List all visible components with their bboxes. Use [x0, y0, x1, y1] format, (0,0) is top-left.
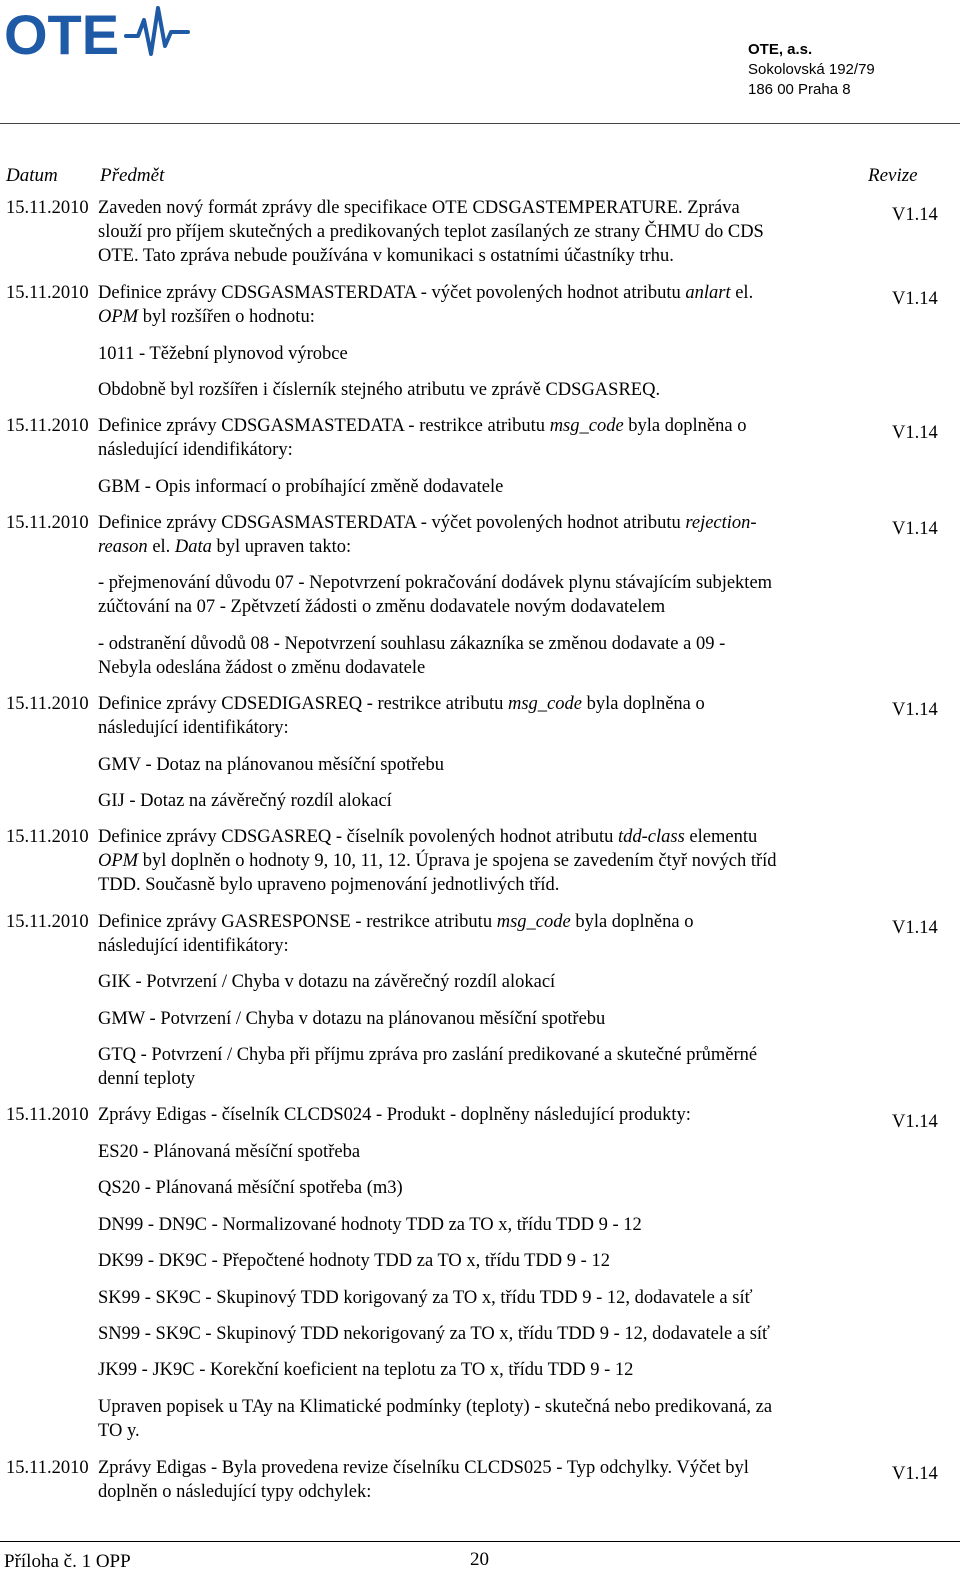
entry-detail: GTQ - Potvrzení / Chyba při příjmu zpráva pro zaslání predikované a skutečné průměrné — [98, 1045, 758, 1065]
entry-text: následující identifikátory: — [98, 936, 289, 956]
entry-text: Definice zprávy CDSGASMASTERDATA - výčet povolených hodnot atributu anlart el. — [98, 283, 754, 303]
entry-detail: GBM - Opis informací o probíhající změně dodavatele — [98, 477, 504, 497]
entry-detail: TO y. — [98, 1421, 140, 1441]
entry-text: Definice zprávy CDSGASMASTERDATA - výčet povolených hodnot atributu rejection- — [98, 513, 757, 533]
entry-revision: V1.14 — [892, 1112, 938, 1132]
entry-date: 15.11.2010 — [6, 1458, 89, 1478]
entry-detail: 1011 - Těžební plynovod výrobce — [98, 344, 348, 364]
entry-revision: V1.14 — [892, 1464, 938, 1484]
entry-detail: Obdobně byl rozšířen i číslerník stejného atributu ve zprávě CDSGASREQ. — [98, 380, 661, 400]
product-item: JK99 - JK9C - Korekční koeficient na teplotu za TO x, třídu TDD 9 - 12 — [98, 1360, 634, 1380]
footer-attachment-label: Příloha č. 1 OPP — [4, 1551, 131, 1572]
product-item: SK99 - SK9C - Skupinový TDD korigovaný za TO x, třídu TDD 9 - 12, dodavatele a síť — [98, 1288, 753, 1308]
entry-text: reason el. Data byl upraven takto: — [98, 537, 352, 557]
entry-text: Zprávy Edigas - číselník CLCDS024 - Produkt - doplněny následující produkty: — [98, 1105, 691, 1125]
entry-detail: GMW - Potvrzení / Chyba v dotazu na plánovanou měsíční spotřebu — [98, 1009, 606, 1029]
entry-text: slouží pro příjem skutečných a predikovaných teplot zasílaných ze strany ČHMU do CDS — [98, 222, 764, 242]
entry-date: 15.11.2010 — [6, 513, 89, 533]
page-number: 20 — [470, 1549, 489, 1570]
entry-text: OPM byl rozšířen o hodnotu: — [98, 307, 315, 327]
entry-text: následující idendifikátory: — [98, 440, 293, 460]
entry-date: 15.11.2010 — [6, 827, 89, 847]
product-item: QS20 - Plánovaná měsíční spotřeba (m3) — [98, 1178, 403, 1198]
entry-detail: Upraven popisek u TAy na Klimatické podmínky (teploty) - skutečná nebo predikovaná, za — [98, 1397, 773, 1417]
product-item: DN99 - DN9C - Normalizované hodnoty TDD za TO x, třídu TDD 9 - 12 — [98, 1215, 642, 1235]
entry-text: Definice zprávy GASRESPONSE - restrikce atributu msg_code byla doplněna o — [98, 912, 694, 932]
company-name: OTE, a.s. — [748, 41, 813, 58]
entry-detail: GMV - Dotaz na plánovanou měsíční spotřebu — [98, 755, 444, 775]
product-item: SN99 - SK9C - Skupinový TDD nekorigovaný za TO x, třídu TDD 9 - 12, dodavatele a síť — [98, 1324, 770, 1344]
entry-revision: V1.14 — [892, 918, 938, 938]
entry-date: 15.11.2010 — [6, 912, 89, 932]
entry-text: Definice zprávy CDSGASMASTEDATA - restrikce atributu msg_code byla doplněna o — [98, 416, 747, 436]
entry-detail: GIK - Potvrzení / Chyba v dotazu na závěrečný rozdíl alokací — [98, 972, 556, 992]
column-header-date: Datum — [6, 165, 58, 186]
entry-text: OPM byl doplněn o hodnoty 9, 10, 11, 12. Úprava je spojena se zavedením čtyř nových tříd — [98, 851, 777, 871]
entry-revision: V1.14 — [892, 289, 938, 309]
entry-revision: V1.14 — [892, 519, 938, 539]
entry-text: následující identifikátory: — [98, 718, 289, 738]
entry-date: 15.11.2010 — [6, 283, 89, 303]
column-header-subject: Předmět — [100, 165, 165, 186]
entry-detail: - odstranění důvodů 08 - Nepotvrzení souhlasu zákazníka se změnou dodavate a 09 - — [98, 634, 726, 654]
company-address — [748, 40, 875, 100]
entry-detail: zúčtování na 07 - Zpětvzetí žádosti o změnu dodavatele novým dodavatelem — [98, 597, 666, 617]
entry-text: Definice zprávy CDSEDIGASREQ - restrikce atributu msg_code byla doplněna o — [98, 694, 705, 714]
entry-date: 15.11.2010 — [6, 694, 89, 714]
entry-date: 15.11.2010 — [6, 198, 89, 218]
entry-text: TDD. Současně bylo upraveno pojmenování jednotlivých tříd. — [98, 875, 560, 895]
city: 186 00 Praha 8 — [748, 81, 851, 98]
column-header-revision: Revize — [868, 165, 918, 186]
street: Sokolovská 192/79 — [748, 61, 875, 78]
footer-divider — [0, 1541, 960, 1542]
logo-text: OTE — [4, 6, 120, 62]
entry-date: 15.11.2010 — [6, 416, 89, 436]
entry-revision: V1.14 — [892, 423, 938, 443]
ote-logo — [4, 6, 194, 67]
entry-text: doplněn o následující typy odchylek: — [98, 1482, 372, 1502]
product-item: ES20 - Plánovaná měsíční spotřeba — [98, 1142, 361, 1162]
entry-text: Zaveden nový formát zprávy dle specifikace OTE CDSGASTEMPERATURE. Zpráva — [98, 198, 740, 218]
entry-text: Definice zprávy CDSGASREQ - číselník povolených hodnot atributu tdd-class elementu — [98, 827, 758, 847]
entry-text: Zprávy Edigas - Byla provedena revize číselníku CLCDS025 - Typ odchylky. Výčet byl — [98, 1458, 749, 1478]
entry-revision: V1.14 — [892, 700, 938, 720]
entry-text: OTE. Tato zpráva nebude používána v komunikaci s ostatními účastníky trhu. — [98, 246, 674, 266]
pulse-line — [126, 8, 188, 54]
entry-detail: denní teploty — [98, 1069, 196, 1089]
entry-revision: V1.14 — [892, 205, 938, 225]
entry-date: 15.11.2010 — [6, 1105, 89, 1125]
entry-detail: - přejmenování důvodu 07 - Nepotvrzení pokračování dodávek plynu stávajícím subjektem — [98, 573, 773, 593]
product-item: DK99 - DK9C - Přepočtené hodnoty TDD za TO x, třídu TDD 9 - 12 — [98, 1251, 610, 1271]
header-divider — [0, 123, 960, 124]
entry-detail: Nebyla odeslána žádost o změnu dodavatele — [98, 658, 426, 678]
logo-graphic — [4, 6, 194, 62]
entry-detail: GIJ - Dotaz na závěrečný rozdíl alokací — [98, 791, 392, 811]
